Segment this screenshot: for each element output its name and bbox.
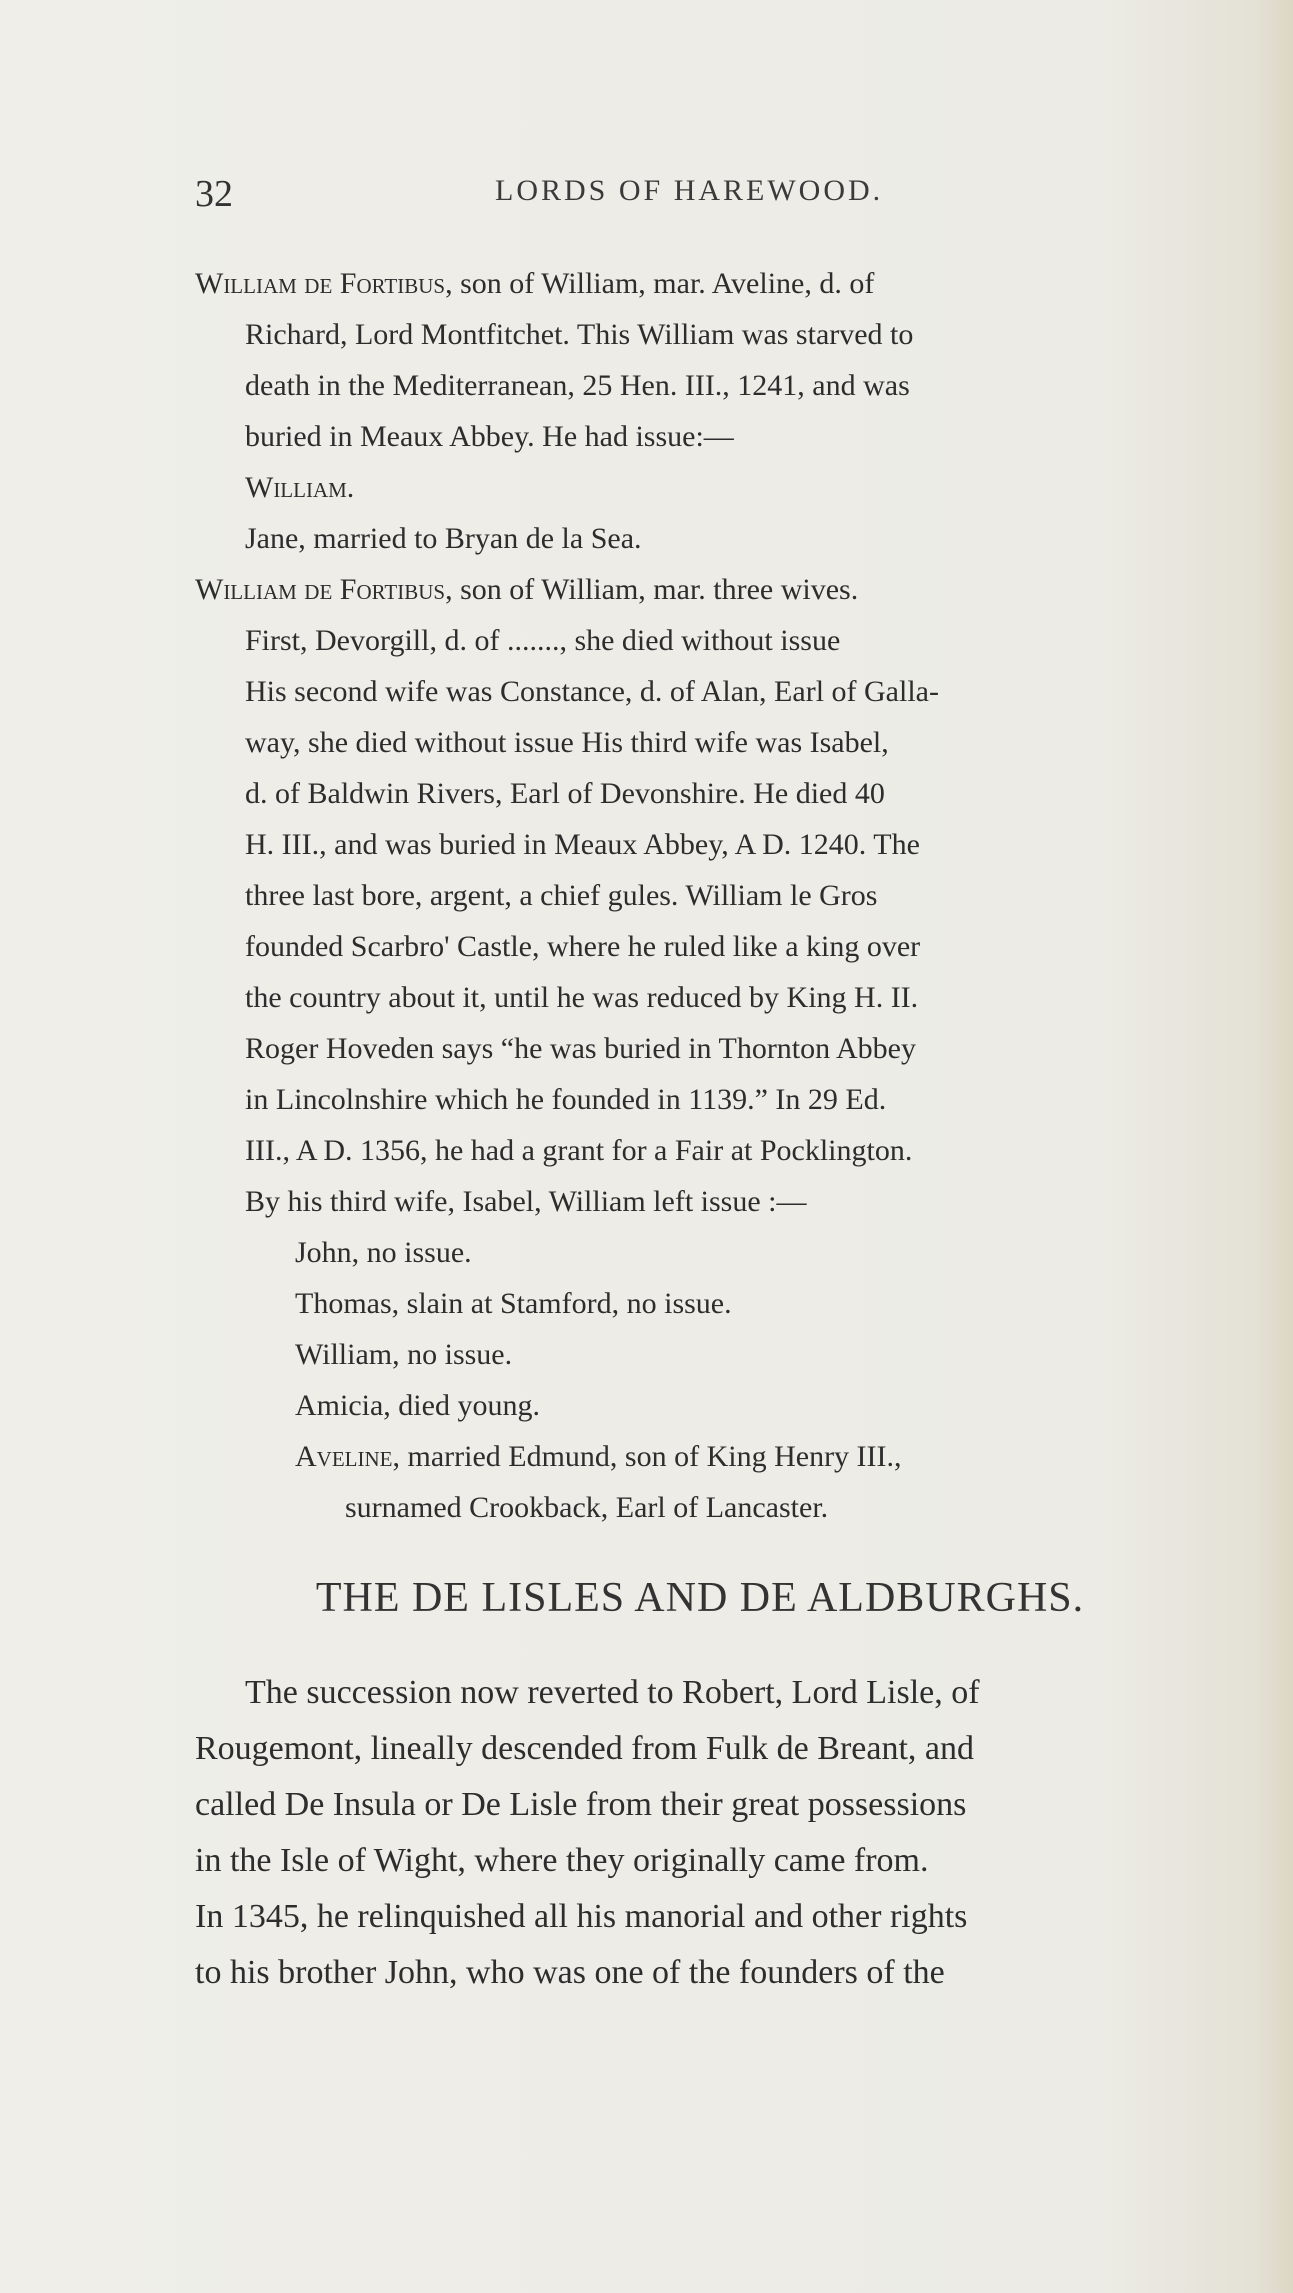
- entry-line: John, no issue.: [295, 1236, 472, 1269]
- entry-line: [195, 462, 1235, 513]
- running-title: LORDS OF HAREWOOD.: [495, 174, 884, 207]
- entry-line: Richard, Lord Montfitchet. This William was starved to: [245, 318, 914, 351]
- entry-line: William de Fortibus, son of William, mar. three wives.: [195, 573, 859, 606]
- body-line: called De Insula or De Lisle from their great possessions: [195, 1786, 967, 1823]
- page-header: [195, 172, 1225, 222]
- entry-line: William, no issue.: [295, 1338, 513, 1371]
- entry-line: By his third wife, Isabel, William left issue :—: [245, 1185, 807, 1218]
- body-line: in the Isle of Wight, where they originally came from.: [195, 1842, 929, 1879]
- entry-line: d. of Baldwin Rivers, Earl of Devonshire. He died 40: [245, 777, 885, 810]
- entry-line: founded Scarbro' Castle, where he ruled like a king over: [245, 930, 921, 963]
- body-line: Rougemont, lineally descended from Fulk de Breant, and: [195, 1730, 974, 1767]
- entry-name: Aveline: [295, 1440, 393, 1473]
- genealogy-entries: [195, 258, 1235, 1533]
- entry-line: surnamed Crookback, Earl of Lancaster.: [345, 1491, 829, 1524]
- body-line: In 1345, he relinquished all his manorial and other rights: [195, 1898, 968, 1935]
- body-line: The succession now reverted to Robert, Lord Lisle, of: [245, 1674, 980, 1711]
- entry-line: William de Fortibus, son of William, mar. Aveline, d. of: [195, 267, 875, 300]
- entry-line: First, Devorgill, d. of ......., she died without issue: [245, 624, 841, 657]
- body-line: to his brother John, who was one of the founders of the: [195, 1954, 945, 1991]
- page-number: 32: [195, 173, 233, 215]
- entry-line: Thomas, slain at Stamford, no issue.: [295, 1287, 732, 1320]
- entry-line: buried in Meaux Abbey. He had issue:—: [245, 420, 734, 453]
- entry-line: the country about it, until he was reduced by King H. II.: [245, 981, 919, 1014]
- entry-line: His second wife was Constance, d. of Alan, Earl of Galla-: [245, 675, 939, 708]
- entry-line: in Lincolnshire which he founded in 1139.” In 29 Ed.: [245, 1083, 887, 1116]
- entry-line: Roger Hoveden says “he was buried in Thornton Abbey: [245, 1032, 916, 1065]
- entry-name: William de Fortibus: [195, 573, 446, 606]
- entry-name: William de Fortibus: [195, 267, 446, 300]
- entry-line: death in the Mediterranean, 25 Hen. III., 1241, and was: [245, 369, 910, 402]
- entry-line: Jane, married to Bryan de la Sea.: [245, 522, 642, 555]
- entry-line: III., A D. 1356, he had a grant for a Fair at Pocklington.: [245, 1134, 913, 1167]
- entry-line: H. III., and was buried in Meaux Abbey, A D. 1240. The: [245, 828, 920, 861]
- entry-line: way, she died without issue His third wife was Isabel,: [245, 726, 889, 759]
- entry-name: William.: [245, 471, 355, 504]
- section-heading: THE DE LISLES AND DE ALDBURGHS.: [315, 1575, 1085, 1621]
- entry-line: three last bore, argent, a chief gules. William le Gros: [245, 879, 878, 912]
- entry-line: Aveline, married Edmund, son of King Henry III.,: [295, 1440, 902, 1473]
- entry-line: Amicia, died young.: [295, 1389, 540, 1422]
- section-body: [195, 1665, 1245, 2001]
